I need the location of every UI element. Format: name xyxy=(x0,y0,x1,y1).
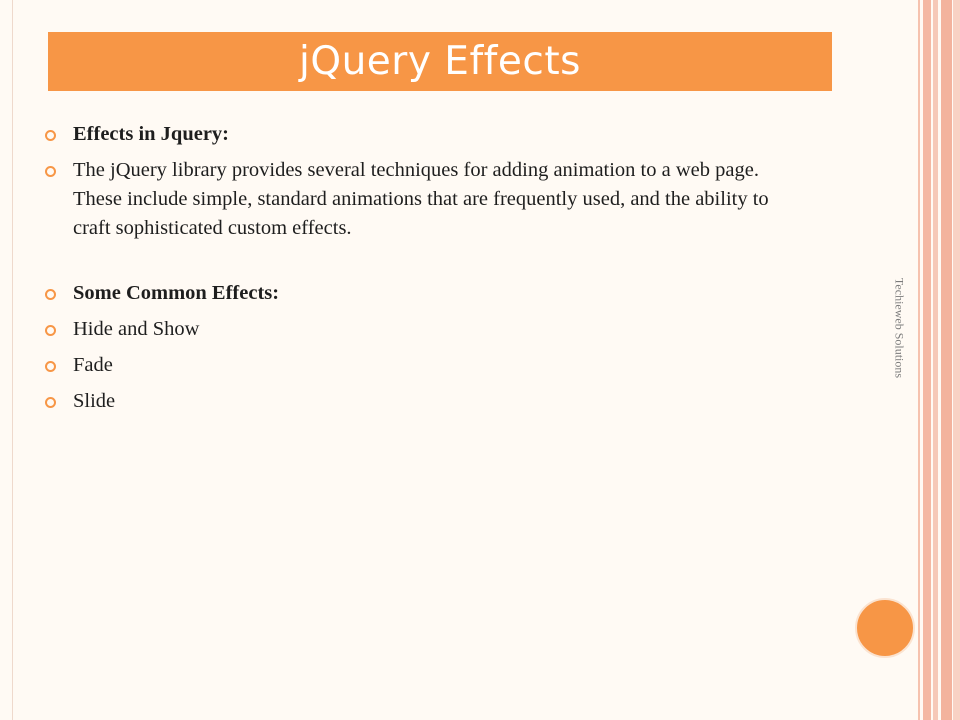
decorative-stripe xyxy=(933,0,938,720)
bullet-text: Fade xyxy=(73,354,113,376)
spacer xyxy=(44,250,784,279)
slide-title: jQuery Effects xyxy=(299,39,581,84)
circle-bullet-icon xyxy=(45,361,56,372)
bullet-item xyxy=(44,315,784,344)
circle-bullet-icon xyxy=(45,325,56,336)
bullet-text: The jQuery library provides several techniques for adding animation to a web page. These include simple, standard animations that are frequently used, and the ability to craft sophisticated custom effects. xyxy=(73,159,769,239)
circle-bullet-icon xyxy=(45,397,56,408)
bullet-item xyxy=(44,279,784,308)
circle-bullet-icon xyxy=(45,289,56,300)
bullet-text: Slide xyxy=(73,390,116,412)
bullet-text: Effects in Jquery: xyxy=(73,123,230,145)
decorative-stripe xyxy=(953,0,960,720)
decorative-stripe xyxy=(923,0,931,720)
circle-bullet-icon xyxy=(45,166,56,177)
bullet-item xyxy=(44,351,784,380)
bullet-item xyxy=(44,120,784,149)
circle-bullet-icon xyxy=(45,130,56,141)
side-label: Techieweb Solutions xyxy=(892,277,907,379)
title-bar xyxy=(48,32,832,91)
bullet-text: Hide and Show xyxy=(73,318,200,340)
bullet-item xyxy=(44,156,784,243)
decorative-stripe xyxy=(918,0,920,720)
bullet-list xyxy=(44,120,784,423)
bullet-item xyxy=(44,387,784,416)
decorative-circle xyxy=(855,598,915,658)
left-margin-line xyxy=(12,0,13,720)
bullet-text: Some Common Effects: xyxy=(73,282,280,304)
decorative-stripe xyxy=(941,0,952,720)
